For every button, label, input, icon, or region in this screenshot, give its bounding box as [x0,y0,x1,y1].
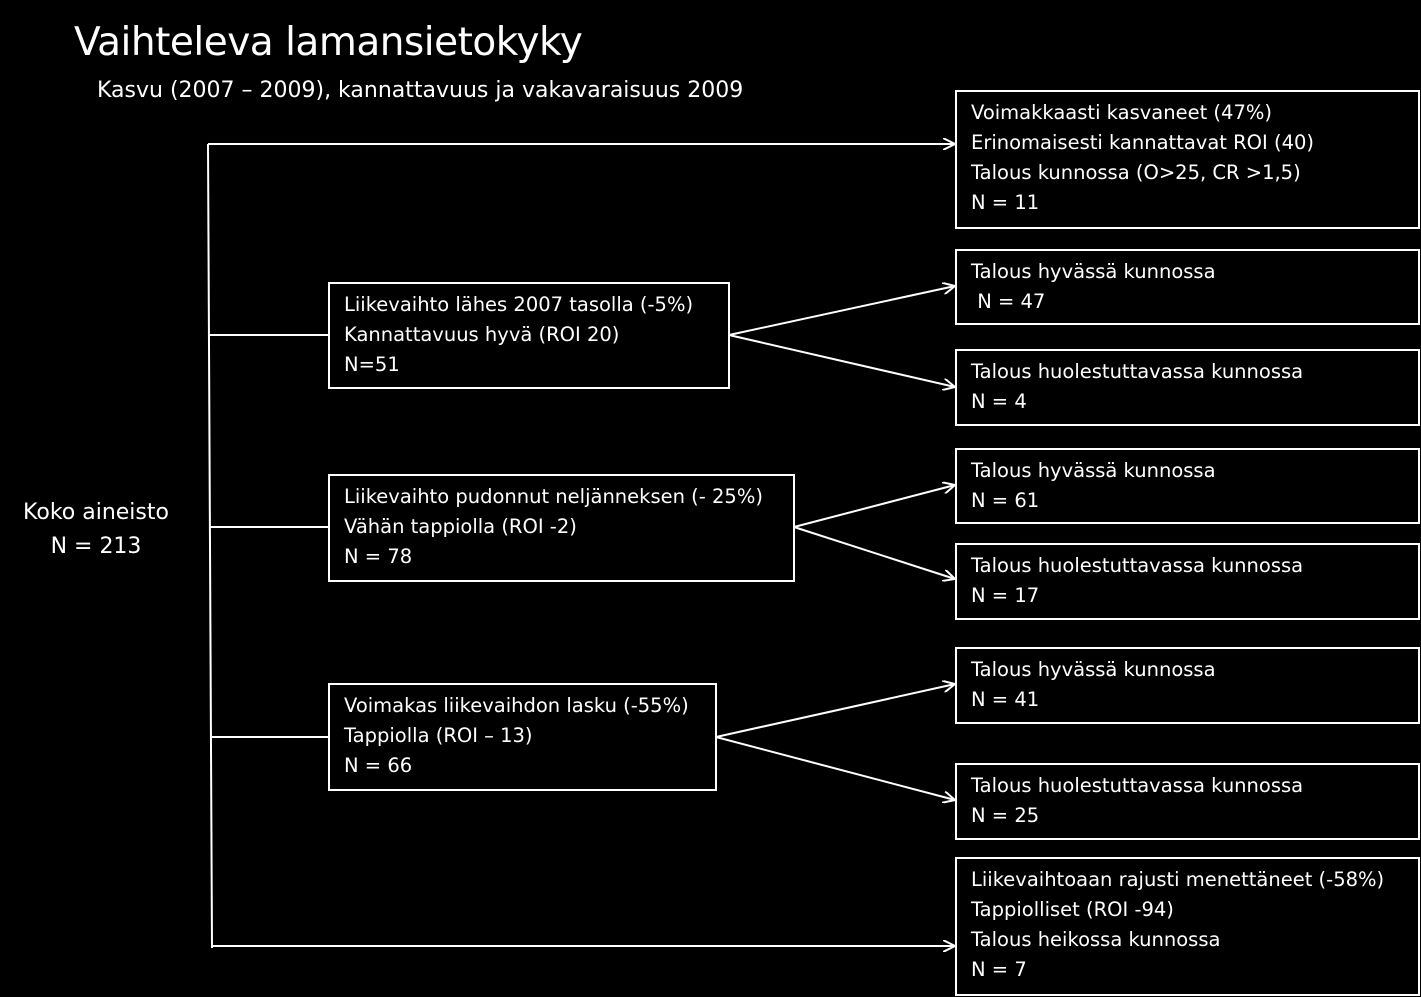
split-arrow-3a [716,684,955,737]
leaf-4-line-2: N = 61 [971,489,1040,512]
leaf-box-1 [955,90,1420,229]
leaf-1-line-3: Talous kunnossa (O>25, CR >1,5) [971,161,1301,184]
split-arrow-1b [729,335,955,387]
leaf-5-line-1: Talous huolestuttavassa kunnossa [971,554,1304,577]
leaf-3-line-2: N = 4 [971,390,1027,413]
leaf-5-line-2: N = 17 [971,584,1040,607]
middle-box-2 [328,474,795,582]
leaf-7-line-2: N = 25 [971,804,1040,827]
leaf-1-line-2: Erinomaisesti kannattavat ROI (40) [971,131,1315,154]
middle-2-line-2: Vähän tappiolla (ROI -2) [344,515,577,538]
leaf-box-3 [955,349,1420,426]
middle-2-line-3: N = 78 [344,545,413,568]
leaf-4-line-1: Talous hyvässä kunnossa [971,459,1216,482]
page-subtitle: Kasvu (2007 – 2009), kannattavuus ja vakavaraisuus 2009 [97,78,744,103]
leaf-1-line-1: Voimakkaasti kasvaneet (47%) [971,101,1272,124]
middle-3-line-2: Tappiolla (ROI – 13) [344,724,533,747]
leaf-2-line-1: Talous hyvässä kunnossa [971,260,1216,283]
page-title: Vaihteleva lamansietokyky [74,20,583,65]
leaf-box-2 [955,249,1420,325]
middle-2-line-1: Liikevaihto pudonnut neljänneksen (- 25%) [344,485,763,508]
leaf-box-5 [955,543,1420,620]
middle-3-line-3: N = 66 [344,754,413,777]
middle-1-line-3: N=51 [344,353,400,376]
split-arrow-3b [716,737,955,800]
middle-3-line-1: Voimakas liikevaihdon lasku (-55%) [344,694,689,717]
leaf-8-line-3: Talous heikossa kunnossa [971,928,1221,951]
leaf-8-line-4: N = 7 [971,958,1027,981]
trunk-line [208,144,212,948]
leaf-8-line-1: Liikevaihtoaan rajusti menettäneet (-58%) [971,868,1385,891]
middle-box-1 [328,282,730,389]
leaf-8-line-2: Tappiolliset (ROI -94) [971,898,1174,921]
leaf-6-line-1: Talous hyvässä kunnossa [971,658,1216,681]
root-label: Koko aineisto [23,500,169,525]
leaf-box-4 [955,448,1420,524]
leaf-1-line-4: N = 11 [971,191,1040,214]
leaf-box-6 [955,647,1420,724]
leaf-2-line-2: N = 47 [971,290,1046,313]
middle-box-3 [328,683,717,791]
leaf-6-line-2: N = 41 [971,688,1040,711]
middle-1-line-2: Kannattavuus hyvä (ROI 20) [344,323,620,346]
leaf-7-line-1: Talous huolestuttavassa kunnossa [971,774,1304,797]
leaf-box-7 [955,763,1420,840]
leaf-3-line-1: Talous huolestuttavassa kunnossa [971,360,1304,383]
split-arrow-2b [794,527,955,579]
split-arrow-1a [729,286,955,335]
root-node [8,496,184,564]
leaf-box-8 [955,857,1420,996]
middle-1-line-1: Liikevaihto lähes 2007 tasolla (-5%) [344,293,694,316]
split-arrow-2a [794,485,955,527]
root-count: N = 213 [50,534,142,559]
